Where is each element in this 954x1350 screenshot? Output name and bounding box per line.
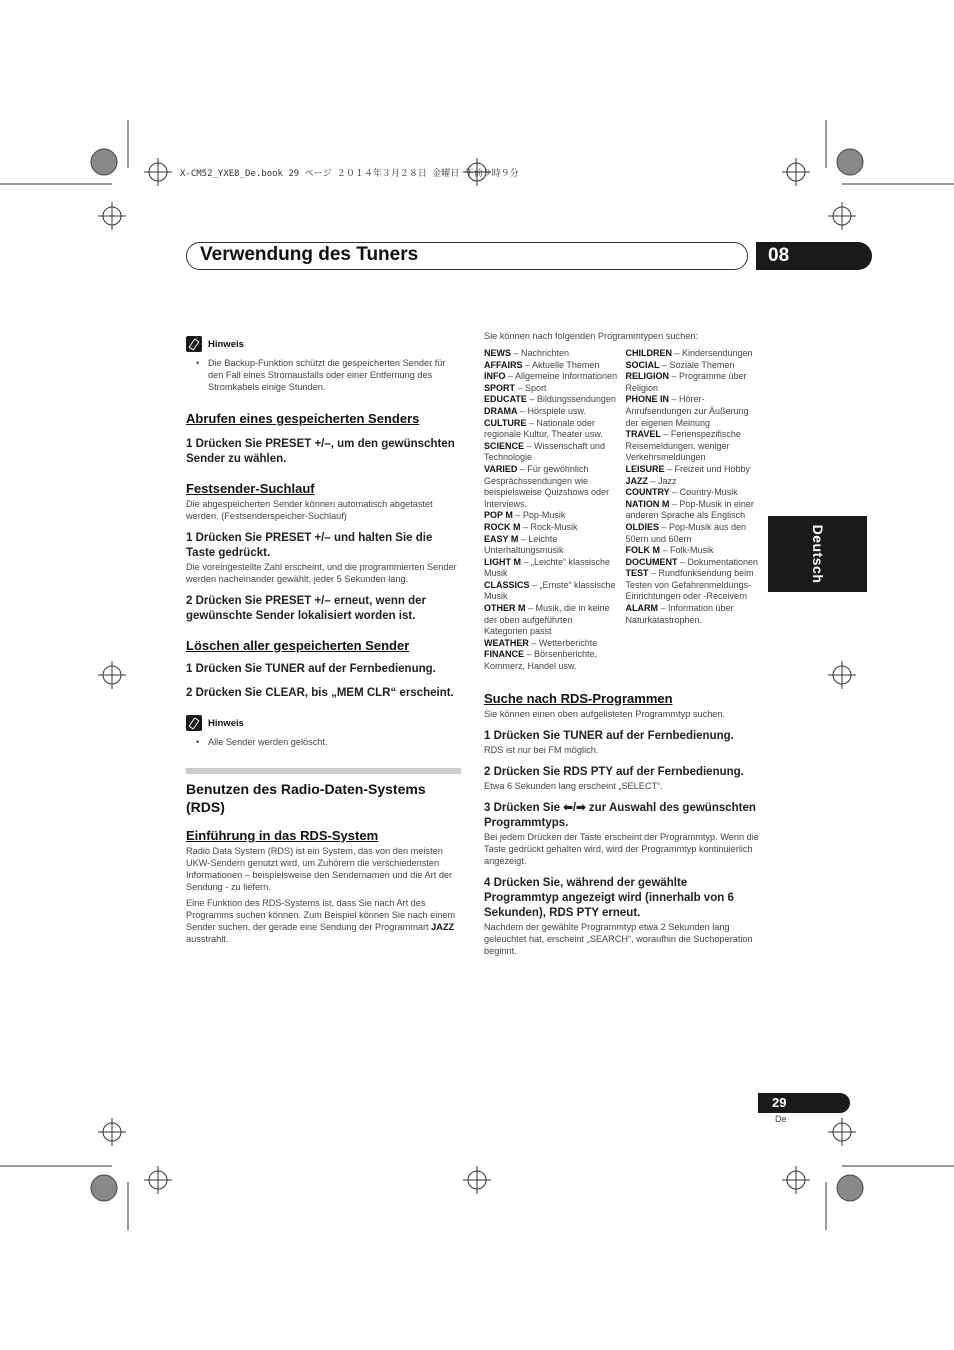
section-divider: [186, 768, 461, 774]
program-type-item: [484, 441, 618, 464]
program-type-description: – „Ernste“ klassische Musik: [484, 579, 616, 602]
program-type-description: – Nachrichten: [511, 348, 570, 358]
program-type-item: [626, 499, 760, 522]
program-type-description: – Nationale oder regionale Kultur, Theater usw.: [484, 417, 603, 440]
program-type-item: [484, 406, 618, 418]
program-type-item: [484, 510, 618, 522]
page-title: Verwendung des Tuners: [200, 244, 419, 265]
program-type-description: – Kindersendungen: [672, 348, 753, 358]
program-type-description: – Ferienspezifische Reisemeldungen, weniger Verkehrsmeldungen: [625, 429, 741, 463]
note-pencil-icon: [186, 336, 202, 352]
program-type-item: [626, 603, 760, 626]
language-tab-label: Deutsch: [809, 524, 826, 584]
program-type-code: TEST: [625, 568, 649, 579]
program-type-description: – Information über Naturkatastrophen.: [625, 603, 734, 625]
program-type-code: NATION M: [625, 498, 670, 509]
program-type-description: – Dokumentationen: [677, 556, 759, 567]
program-type-code: CULTURE: [484, 417, 527, 428]
program-type-code: ALARM: [625, 603, 658, 614]
program-type-item: [484, 371, 618, 383]
program-type-item: [626, 545, 760, 557]
program-type-description: – Wetterberichte: [528, 637, 598, 648]
step: 1 Drücken Sie PRESET +/– und halten Sie die Taste gedrückt.: [186, 532, 433, 559]
program-type-item: [484, 348, 618, 360]
program-type-description: – Soziale Themen: [659, 359, 735, 370]
step: 1 Drücken Sie TUNER auf der Fernbedienung.: [484, 729, 734, 742]
program-type-description: – Pop-Musik: [512, 510, 566, 521]
note-header: [186, 715, 461, 731]
step: 3 Drücken Sie ⬅/➡ zur Auswahl des gewünschten Programmtyps.: [484, 801, 756, 829]
section-heading-clear: Löschen aller gespeicherten Sender: [186, 638, 410, 653]
program-type-item: [484, 649, 618, 672]
program-type-item: [484, 580, 618, 603]
section-heading-rds-search: Suche nach RDS-Programmen: [484, 690, 673, 706]
program-type-item: [484, 534, 618, 557]
paragraph: RDS ist nur bei FM möglich.: [484, 744, 599, 755]
paragraph: Bei jedem Drücken der Taste erscheint der Programmtyp. Wenn die Taste gedrückt gehalten wird, wird der Programmtyp kontinuierlich angezeigt.: [484, 831, 759, 866]
section-heading-rds-intro: Einführung in das RDS-System: [186, 828, 379, 843]
program-type-description: – „Leichte“ klassische Musik: [484, 556, 611, 579]
program-type-item: [484, 522, 618, 534]
right-column: [484, 330, 759, 957]
program-type-item: [626, 476, 760, 488]
program-type-code: VARIED: [484, 463, 518, 474]
print-metadata-line: X-CM52_YXE8_De.book 29 ページ ２０１４年３月２８日 金曜日 午前９時９分: [180, 169, 519, 179]
program-type-code: LEISURE: [625, 463, 665, 474]
program-type-item: [484, 557, 618, 580]
program-type-description: – Programme über Religion: [625, 371, 747, 393]
program-type-code: CHILDREN: [625, 348, 672, 358]
program-type-description: – Börsenberichte, Kommerz, Handel usw.: [484, 649, 598, 672]
program-type-code: CLASSICS: [484, 579, 530, 590]
program-type-description: – Rundfunksendung beim Testen von Gefahrenmeldungs-Einrichtungen oder -Receivern: [625, 568, 754, 602]
program-type-description: – Pop-Musik in einer anderen Sprache als Englisch: [625, 498, 754, 521]
paragraph: Radio Data System (RDS) ist ein System, das von den meisten UKW-Sendern genutzt wird, um Zuhörern die verschiedensten Informationen – beispielsweise den Sendernamen und die Art der Sendung - zu liefern.: [186, 846, 453, 892]
program-type-column: [484, 348, 618, 673]
program-type-code: ROCK M: [484, 521, 521, 532]
program-type-description: – Hörspiele usw.: [517, 405, 587, 416]
program-type-description: – Pop-Musik aus den 50ern und 60ern: [625, 521, 747, 544]
paragraph: Die abgespeicherten Sender können automatisch abgetastet werden. (Festsenderspeicher-Suchlauf): [186, 499, 433, 521]
program-type-code: EDUCATE: [484, 394, 527, 405]
program-type-item: [626, 394, 760, 429]
program-type-code: EASY M: [484, 533, 519, 544]
program-type-item: [484, 418, 618, 441]
paragraph: Etwa 6 Sekunden lang erscheint „SELECT“.: [484, 780, 663, 791]
note-text: • Alle Sender werden gelöscht.: [186, 736, 461, 748]
section-heading-rds: Benutzen des Radio-Daten-Systems (RDS): [186, 781, 426, 815]
page-language-code: De: [775, 1114, 787, 1124]
program-type-code: TRAVEL: [625, 429, 661, 440]
note-text: • Die Backup-Funktion schützt die gespeicherten Sender für den Fall eines Stromausfalls oder einer Entfernung des Stromkabels einige Stunden.: [186, 357, 461, 393]
program-type-code: POP M: [484, 510, 513, 521]
program-type-code: LIGHT M: [484, 556, 521, 567]
program-type-item: [626, 360, 760, 372]
step: 2 Drücken Sie RDS PTY auf der Fernbedienung.: [484, 765, 744, 778]
program-type-description: – Sport: [515, 382, 547, 393]
program-type-list: [484, 348, 759, 673]
program-type-code: FINANCE: [484, 649, 524, 660]
program-type-code: DOCUMENT: [625, 556, 678, 567]
step: 2 Drücken Sie CLEAR, bis „MEM CLR“ erscheint.: [186, 687, 454, 699]
program-type-item: [484, 394, 618, 406]
program-type-description: – Folk-Musik: [660, 545, 714, 556]
paragraph: Die voreingestellte Zahl erscheint, und die programmierten Sender werden nacheinander gewählt, jeder 5 Sekunden lang.: [186, 562, 457, 584]
program-type-description: – Wissenschaft und Technologie: [484, 440, 606, 463]
program-type-item: [626, 557, 760, 569]
program-type-item: [626, 487, 760, 499]
program-type-item: [626, 371, 760, 394]
program-type-code: COUNTRY: [625, 487, 670, 498]
program-type-description: – Freizeit und Hobby: [664, 463, 751, 474]
note-title: Hinweis: [208, 717, 244, 729]
chapter-badge: 08: [756, 242, 872, 270]
program-type-description: – Musik, die in keine der oben aufgeführten Kategorien passt: [484, 603, 610, 637]
page-number: 29: [758, 1093, 850, 1113]
step: 2 Drücken Sie PRESET +/– erneut, wenn der gewünschte Sender lokalisiert worden ist.: [186, 595, 426, 622]
note-pencil-icon: [186, 715, 202, 731]
pty-intro: Sie können nach folgenden Programmtypen suchen:: [484, 331, 699, 341]
program-type-description: – Für gewöhnlich Gesprächssendungen wie beispielsweise Quizshows oder Interviews.: [484, 463, 610, 509]
program-type-item: [484, 360, 618, 372]
program-type-item: [626, 522, 760, 545]
program-type-code: DRAMA: [484, 405, 518, 416]
note-title: Hinweis: [208, 338, 244, 350]
section-heading-preset-scan: Festsender-Suchlauf: [186, 481, 315, 496]
paragraph: Nachdem der gewählte Programmtyp etwa 2 Sekunden lang geleuchtet hat, erscheint „SEARCH“, woraufhin die Suchoperation beginnt.: [484, 921, 753, 956]
paragraph: Eine Funktion des RDS-Systems ist, dass Sie nach Art des Programms suchen können. Zum Beispiel können Sie nach einem Sender suchen, der gerade eine Sendung der Programmart JAZZ ausstrahlt.: [186, 898, 456, 944]
program-type-code: OLDIES: [625, 521, 660, 532]
program-type-code: PHONE IN: [625, 394, 670, 405]
program-type-item: [626, 429, 760, 464]
note-header: [186, 336, 461, 352]
program-type-item: [484, 603, 618, 638]
program-type-description: – Hörer-Anrufsendungen zur Äußerung der eigenen Meinung: [625, 394, 749, 428]
program-type-description: – Allgemeine Informationen: [505, 371, 618, 382]
language-tab: [768, 516, 867, 592]
program-type-item: [626, 568, 760, 603]
program-type-description: – Leichte Unterhaltungsmusik: [484, 533, 564, 556]
section-heading-recall: Abrufen eines gespeicherten Senders: [186, 411, 420, 426]
program-type-description: – Country-Musik: [669, 487, 738, 498]
program-type-description: – Jazz: [648, 475, 677, 486]
step: 1 Drücken Sie PRESET +/–, um den gewünschten Sender zu wählen.: [186, 438, 455, 465]
program-type-code: WEATHER: [484, 637, 529, 648]
step: 1 Drücken Sie TUNER auf der Fernbedienung.: [186, 663, 436, 675]
program-type-code: INFO: [484, 371, 506, 382]
program-type-item: [484, 383, 618, 395]
program-type-item: [626, 348, 760, 360]
program-type-column: [626, 348, 760, 673]
program-type-code: AFFAIRS: [484, 359, 523, 370]
program-type-code: OTHER M: [484, 603, 526, 614]
program-type-description: – Bildungssendungen: [526, 394, 616, 405]
program-type-item: [626, 464, 760, 476]
program-type-description: – Aktuelle Themen: [522, 359, 600, 370]
program-type-item: [484, 638, 618, 650]
program-type-code: SOCIAL: [625, 359, 660, 370]
program-type-code: RELIGION: [625, 371, 670, 382]
program-type-code: SPORT: [484, 382, 516, 393]
program-type-code: SCIENCE: [484, 440, 525, 451]
paragraph: Sie können einen oben aufgelisteten Programmtyp suchen.: [484, 708, 726, 719]
program-type-code: NEWS: [484, 348, 511, 358]
program-type-code: JAZZ: [625, 475, 648, 486]
left-column: [186, 330, 461, 945]
step: 4 Drücken Sie, während der gewählte Programmtyp angezeigt wird (innerhalb von 6 Sekunden), RDS PTY erneut.: [484, 876, 734, 919]
program-type-code: FOLK M: [625, 545, 660, 556]
program-type-item: [484, 464, 618, 510]
program-type-description: – Rock-Musik: [520, 521, 578, 532]
